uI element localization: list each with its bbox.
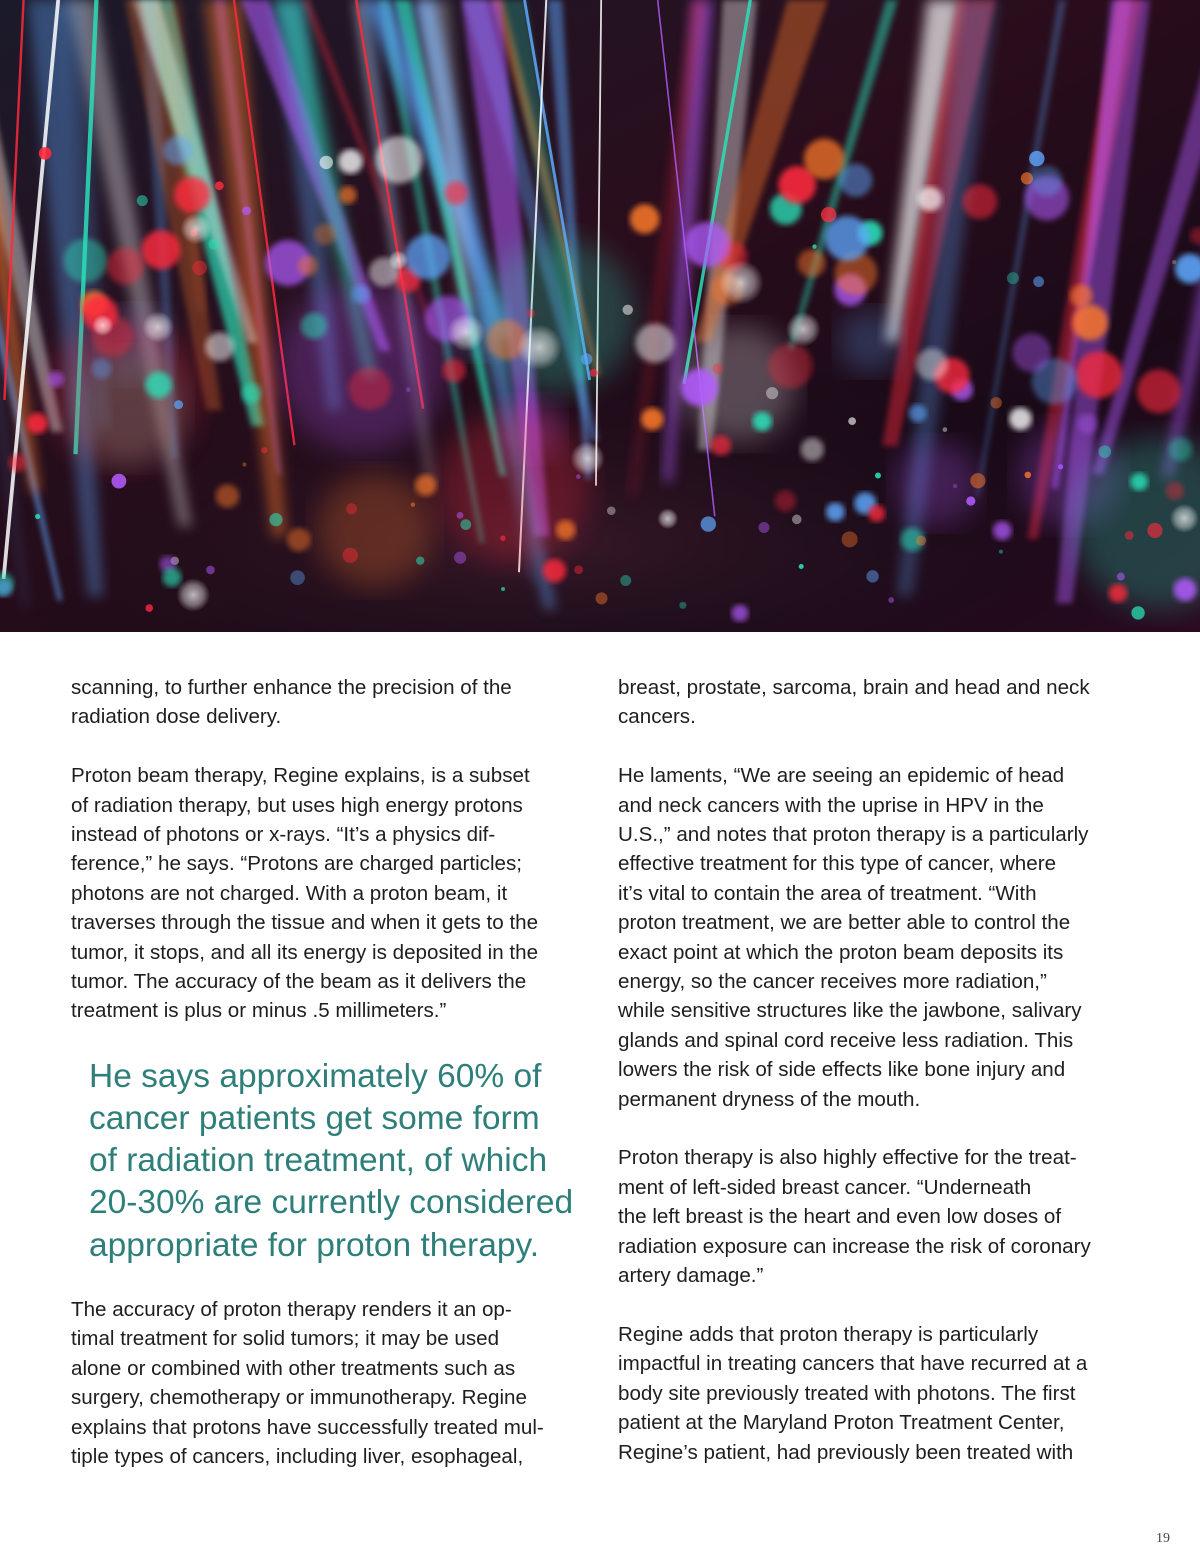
bokeh-dot [351,285,370,304]
bokeh-dot [1125,531,1134,540]
bokeh-dot [1058,464,1063,469]
bokeh-dot [620,575,631,586]
bokeh-dot [338,149,363,174]
bokeh-dot [812,244,816,248]
bokeh-dot [411,502,415,506]
bokeh-dot [500,535,505,540]
bokeh-dot [635,324,674,363]
bokeh-dot [712,363,723,374]
soft-glow [894,441,978,525]
bokeh-dot [576,474,581,479]
bokeh-dot [27,413,48,434]
bokeh-dot [768,344,813,389]
bokeh-dot [39,147,52,160]
bokeh-dot [314,223,336,245]
bokeh-dot [801,438,824,461]
bokeh-dot [866,570,878,582]
bokeh-dot [216,484,240,508]
bokeh-dot [261,447,267,453]
bokeh-dot [298,256,318,276]
bokeh-dot [415,475,436,496]
bokeh-dot [681,369,718,406]
bokeh-dot [1172,260,1176,264]
bokeh-dot [953,484,957,488]
bokeh-dot [826,502,845,521]
left-paragraph-2: Proton beam therapy, Regine explains, is a subset of radiation therapy, but uses high energy protons instead of photons or x-rays. “It’s a physics dif- ference,” he says. “Protons are charged particles; photons are not charged. With a proton beam, it traverses through the tissue and when it gets to the tumor, it stops, and all its energy is deposited in the tumor. The accuracy of the beam as it delivers the treatment is plus or minus .5 millimeters.” [71,764,539,1023]
bokeh-dot [35,514,40,519]
bokeh-dot [348,367,391,410]
bokeh-dot [406,387,411,392]
bokeh-dot [206,566,215,575]
bokeh-dot [301,313,327,339]
bokeh-dot [346,503,357,514]
bokeh-dot [241,383,261,403]
bokeh-dot [962,184,997,219]
bokeh-dot [1007,272,1019,284]
bokeh-dot [457,512,464,519]
bokeh-dot [918,187,943,212]
bokeh-dot [556,520,576,540]
bokeh-dot [970,473,985,488]
bokeh-highlight [388,250,408,270]
soft-glow [838,310,901,373]
bokeh-dot [63,239,107,283]
bokeh-dot [48,371,64,387]
left-paragraph-3: The accuracy of proton therapy renders it an op- timal treatment for solid tumors; it may be used alone or combined with other treatments such as surgery, chemotherapy or immunotherapy. Regine explains that protons have successfully treated mul- tiple types of cancers, including liver, esophageal, [71,1297,544,1468]
right-paragraph-4: Regine adds that proton therapy is particularly impactful in treating cancers that have recurred at a body site previously treated with photons. The first patient at the Maryland Proton Treatment Center, Regine’s patient, had previously been treated with [618,1322,1088,1464]
bokeh-dot [875,472,881,478]
bokeh-dot [444,181,468,205]
bokeh-dot [1098,445,1111,458]
bokeh-dot [242,206,251,215]
bokeh-dot [1166,482,1184,500]
bokeh-dot [753,412,772,431]
soft-glow [317,473,432,588]
bokeh-dot [581,353,593,365]
bokeh-dot [269,513,282,526]
bokeh-dot [868,505,885,522]
bokeh-highlight [571,441,605,475]
bokeh-dot [174,177,210,213]
bokeh-dot [943,427,948,432]
bokeh-dot [192,260,207,275]
bokeh-dot [679,602,686,609]
bokeh-dot [163,136,193,166]
bokeh-dot [623,305,633,315]
bokeh-dot [215,181,224,190]
bokeh-dot [630,204,660,234]
left-column [71,673,586,1471]
bokeh-dot [526,309,535,318]
bokeh-dot [842,531,858,547]
bokeh-dot [1070,284,1093,307]
bokeh-dot [208,239,219,250]
bokeh-dot [1029,151,1044,166]
bokeh-dot [701,516,716,531]
bokeh-highlight [786,312,821,347]
bokeh-dot [1024,472,1031,479]
bokeh-dot [1169,438,1193,462]
bokeh-highlight [517,325,562,370]
bokeh-highlight [657,508,678,529]
bokeh-dot [205,332,234,361]
bokeh-dot [792,515,802,525]
bokeh-dot [798,249,826,277]
bokeh-dot [641,408,664,431]
bokeh-dot [460,519,471,530]
bokeh-dot [804,139,845,180]
bokeh-dot [607,506,616,515]
bokeh-dot [320,156,333,169]
bokeh-dot [111,474,126,489]
bokeh-dot [107,247,144,284]
bokeh-dot [375,136,422,183]
bokeh-dot [137,195,148,206]
bokeh-dot [916,536,926,546]
bokeh-dot [91,359,111,379]
bokeh-dot [1031,166,1062,197]
bokeh-dot [685,222,730,267]
right-paragraph-1: breast, prostate, sarcoma, brain and head and neck cancers. [618,676,1090,729]
bokeh-dot [1075,351,1122,398]
bokeh-dot [405,234,451,280]
bokeh-dot [993,521,1012,540]
bokeh-dot [966,496,975,505]
bokeh-dot [775,490,796,511]
bokeh-dot [758,522,769,533]
bokeh-dot [145,372,172,399]
bokeh-dot [287,528,310,551]
bokeh-dot [909,404,927,422]
bokeh-dot [596,592,608,604]
bokeh-highlight [447,313,485,351]
bokeh-dot [242,463,246,467]
bokeh-dot [9,454,27,472]
bokeh-dot [1131,606,1144,619]
bokeh-dot [501,587,505,591]
bokeh-dot [454,552,466,564]
bokeh-dot [1077,414,1097,434]
bokeh-dot [343,548,358,563]
bokeh-dot [839,164,872,197]
bokeh-dot [1137,369,1181,413]
left-paragraph-1: scanning, to further enhance the precision of the radiation dose delivery. [71,676,512,729]
bokeh-dot [1130,473,1148,491]
bokeh-highlight [1170,504,1199,533]
bokeh-dot [590,369,598,377]
bokeh-dot [731,605,748,622]
bokeh-dot [290,570,305,585]
right-paragraph-3: Proton therapy is also highly effective for the treat- ment of left-sided breast cancer. “Underneath the left breast is the heart and even low doses of radiation exposure can increase the risk of coronary artery damage.” [618,1146,1091,1288]
hero-image [0,0,1200,632]
bokeh-dot [1147,523,1162,538]
bokeh-dot [916,348,948,380]
light-beams-illustration [0,0,1200,632]
bokeh-dot [416,556,424,564]
bokeh-dot [1117,573,1125,581]
bokeh-dot [990,397,1001,408]
bokeh-dot [1012,333,1051,372]
bokeh-dot [543,559,567,583]
bokeh-dot [1033,276,1044,287]
bokeh-highlight [180,213,211,244]
bokeh-dot [999,550,1003,554]
bokeh-highlight [718,260,763,305]
right-paragraph-2: He laments, “We are seeing an epidemic of head and neck cancers with the uprise in HPV in the U.S.,” and notes that proton therapy is a particularly effective treatment for this type of cancer, where it’s vital to contain the area of treatment. “With proton treatment, we are better able to control the exact point at which the proton beam deposits its energy, so the cancer receives more radiation,” while sensitive structures like the jawbone, salivary glands and spinal cord receive less radiation. This lowers the risk of side effects like bone injury and permanent dryness of the mouth. [618,764,1089,1111]
bokeh-dot [574,565,583,574]
bokeh-dot [1009,407,1032,430]
bokeh-dot [888,597,894,603]
bokeh-dot [711,435,732,456]
bokeh-dot [339,186,357,204]
bokeh-highlight [92,315,114,337]
bokeh-highlight [176,578,210,612]
bokeh-dot [141,230,180,269]
bokeh-dot [825,216,870,261]
bokeh-dot [1072,305,1108,341]
bokeh-dot [821,207,836,222]
pull-quote: He says approximately 60% of cancer patients get some form of radiation treatment, of which 20-30% are currently considered appropriate for proton therapy. [89,1057,574,1264]
bokeh-dot [145,604,153,612]
bokeh-dot [442,359,465,382]
bokeh-dot [174,400,183,409]
bokeh-highlight [142,311,174,343]
right-column [618,673,1133,1467]
bokeh-dot [848,417,856,425]
bokeh-dot [162,568,181,587]
bokeh-dot [1021,172,1033,184]
page-number: 19 [1156,1531,1170,1546]
bokeh-dot [799,564,804,569]
soft-glow [277,282,446,451]
bokeh-dot [1174,578,1197,601]
bokeh-dot [1109,584,1128,603]
bokeh-dot [766,387,778,399]
